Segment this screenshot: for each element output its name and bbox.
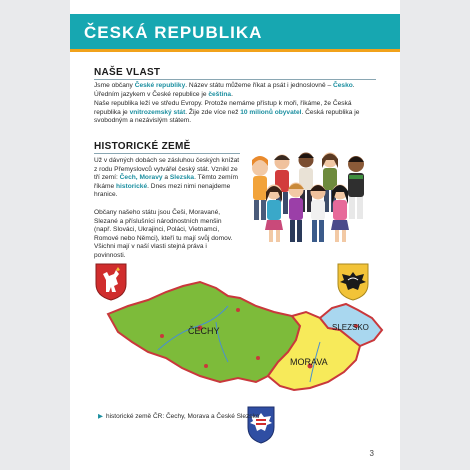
- child-figure: [252, 156, 268, 220]
- paragraph-history: Už v dávných dobách se zásluhou českých knížat z rodu Přemyslovců vytvářel český stát. Vznikl ze tří zemí: Čech, Moravy a Slezska. Těmto zemím říkáme historické. Dnes mezi nimi nenajdeme hranice.: [94, 157, 240, 199]
- child-figure: [288, 183, 304, 243]
- page-number: 3: [369, 449, 374, 458]
- section-heading-historicke-zeme: HISTORICKÉ ZEMĚ: [94, 141, 191, 152]
- town-marker: [160, 334, 164, 338]
- map-label-slezsko: SLEZSKO: [332, 323, 369, 332]
- title-banner: [70, 14, 400, 52]
- paragraph-location: Naše republika leží ve středu Evropy. Protože nemáme přístup k moři, říkáme, že Česká republika je vnitrozemský stát. Žije zde více než 10 milionů obyvatel. Česká republika je svobodným a nezávislým státem.: [94, 100, 360, 125]
- lion-coat-of-arms-icon: [94, 262, 128, 302]
- child-figure: [265, 185, 283, 243]
- map-label-morava: MORAVA: [290, 357, 328, 367]
- textbook-page: [70, 0, 400, 470]
- children-group-illustration: [248, 146, 378, 246]
- map-caption: ▶ historické země ČR: Čechy, Morava a České Slezsko: [98, 413, 260, 420]
- town-marker: [204, 364, 208, 368]
- section-divider: [94, 153, 240, 154]
- page-title: ČESKÁ REPUBLIKA: [84, 23, 263, 42]
- child-figure: [348, 156, 364, 219]
- eagle-coat-of-arms-icon: [336, 262, 370, 302]
- paragraph-citizens: Jsme občany České republiky. Název státu můžeme říkat a psát i jednoslovně – Česko. Úředním jazykem v České republice je čeština.: [94, 82, 355, 98]
- child-figure: [331, 185, 349, 243]
- section-heading-nase-vlast: NAŠE VLAST: [94, 67, 161, 78]
- triangle-bullet-icon: ▶: [98, 413, 103, 420]
- moravian-eagle-coat-of-arms-icon: [246, 405, 276, 445]
- section-divider: [94, 79, 376, 80]
- child-figure: [310, 185, 326, 243]
- map-label-cechy: ČECHY: [188, 326, 220, 336]
- town-marker: [236, 308, 240, 312]
- town-marker: [256, 356, 260, 360]
- paragraph-citizens-minorities: Občany našeho státu jsou Češi, Moravané, Slezané a příslušníci národnostních menšin (např. Slováci, Ukrajinci, Poláci, Vietnamci, Romové nebo Němci), kteří tu mají svůj domov. Všichni mají v naší vlasti stejná práva i povinnosti.: [94, 209, 233, 259]
